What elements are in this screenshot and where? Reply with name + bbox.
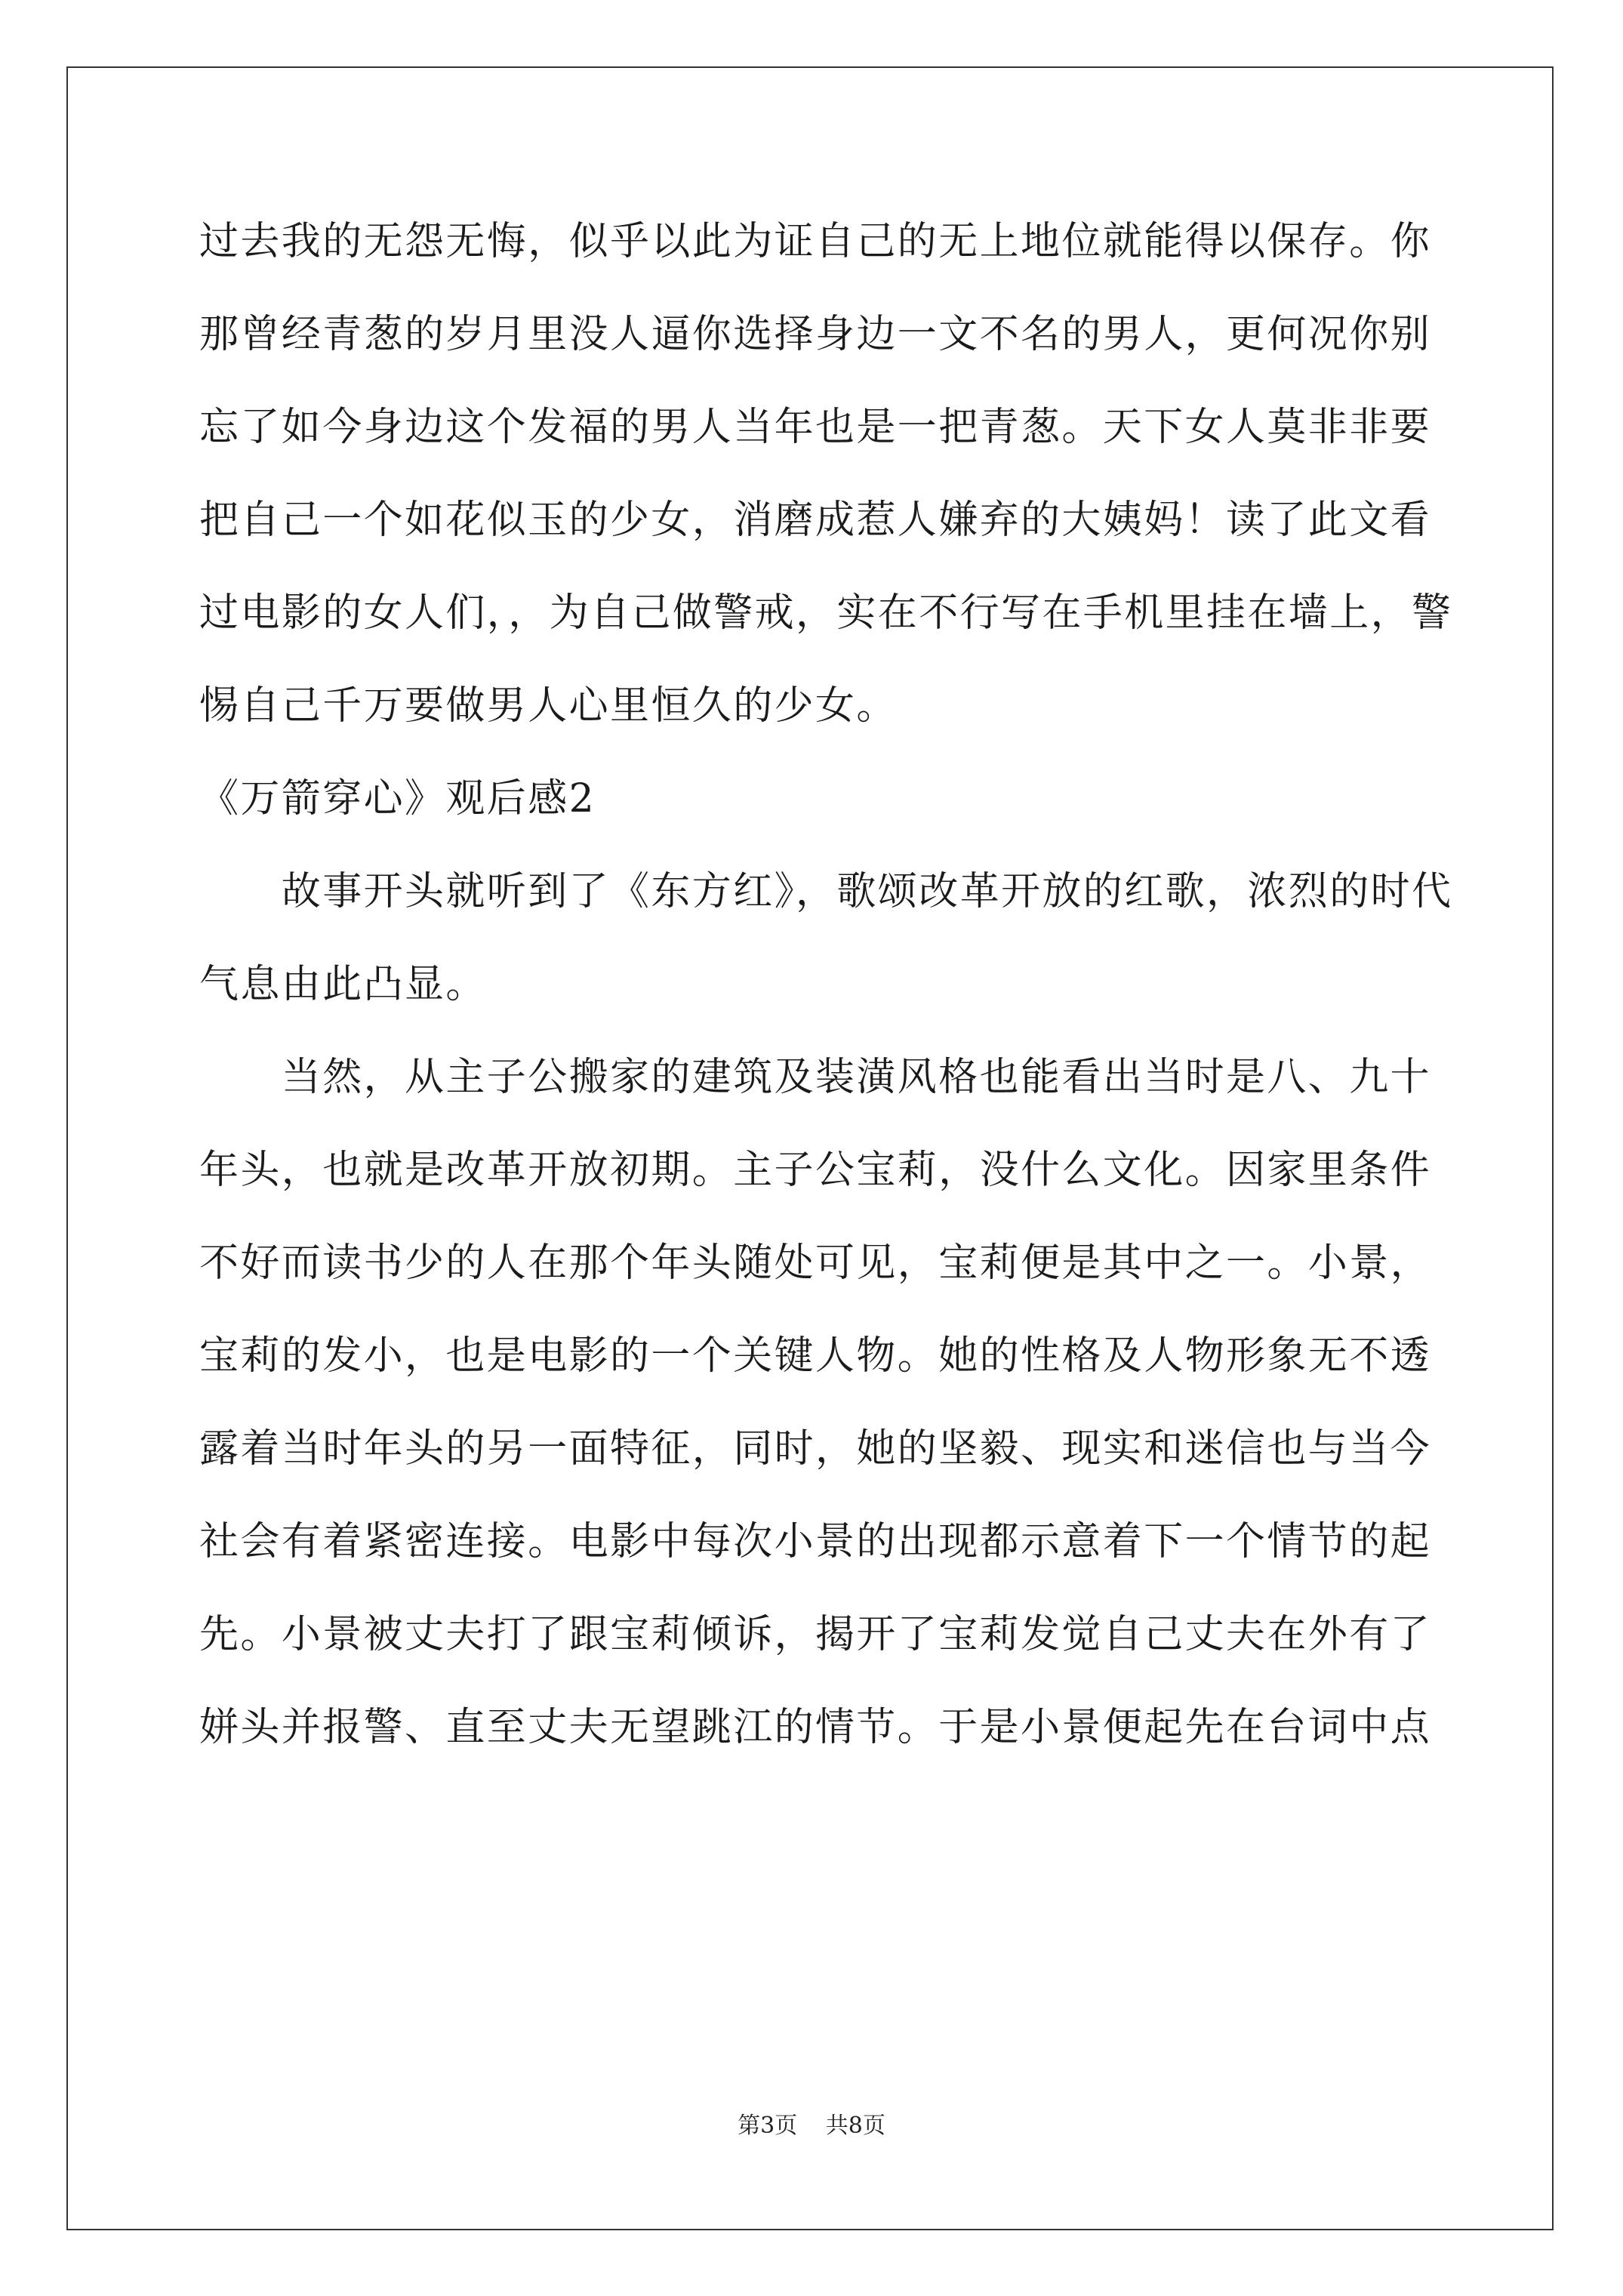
text-line: 把自己一个如花似玉的少女，消磨成惹人嫌弃的大姨妈！读了此文看 <box>199 498 1432 543</box>
text-line: 不好而读书少的人在那个年头随处可见，宝莉便是其中之一。小景， <box>199 1240 1432 1286</box>
page-total: 共8页 <box>825 2113 885 2139</box>
page-number: 第3页 <box>738 2113 798 2139</box>
text-line: 年头，也就是改革开放初期。主子公宝莉，没什么文化。因家里条件 <box>199 1148 1432 1193</box>
text-line: 忘了如今身边这个发福的男人当年也是一把青葱。天下女人莫非非要 <box>199 405 1432 450</box>
text-line: 惕自己千万要做男人心里恒久的少女。 <box>199 683 898 729</box>
page-footer <box>0 2113 1623 2140</box>
text-line: 当然，从主子公搬家的建筑及装潢风格也能看出当时是八、九十 <box>199 1055 1432 1100</box>
text-line: 过去我的无怨无悔，似乎以此为证自己的无上地位就能得以保存。你 <box>199 219 1432 264</box>
text-line: 社会有着紧密连接。电影中每次小景的出现都示意着下一个情节的起 <box>199 1519 1432 1564</box>
text-line: 故事开头就听到了《东方红》，歌颂改革开放的红歌，浓烈的时代 <box>199 869 1453 914</box>
text-line: 那曾经青葱的岁月里没人逼你选择身边一文不名的男人，更何况你别 <box>199 312 1432 357</box>
text-line: 宝莉的发小，也是电影的一个关键人物。她的性格及人物形象无不透 <box>199 1333 1432 1379</box>
text-line: 过电影的女人们，，为自己做警戒，实在不行写在手机里挂在墙上，警 <box>199 590 1453 636</box>
text-line: 气息由此凸显。 <box>199 962 487 1007</box>
text-line: 露着当时年头的另一面特征，同时，她的坚毅、现实和迷信也与当今 <box>199 1426 1432 1472</box>
text-line: 先。小景被丈夫打了跟宝莉倾诉，揭开了宝莉发觉自己丈夫在外有了 <box>199 1612 1432 1657</box>
section-heading: 《万箭穿心》观后感2 <box>199 776 596 821</box>
text-line: 姘头并报警、直至丈夫无望跳江的情节。于是小景便起先在台词中点 <box>199 1705 1432 1750</box>
